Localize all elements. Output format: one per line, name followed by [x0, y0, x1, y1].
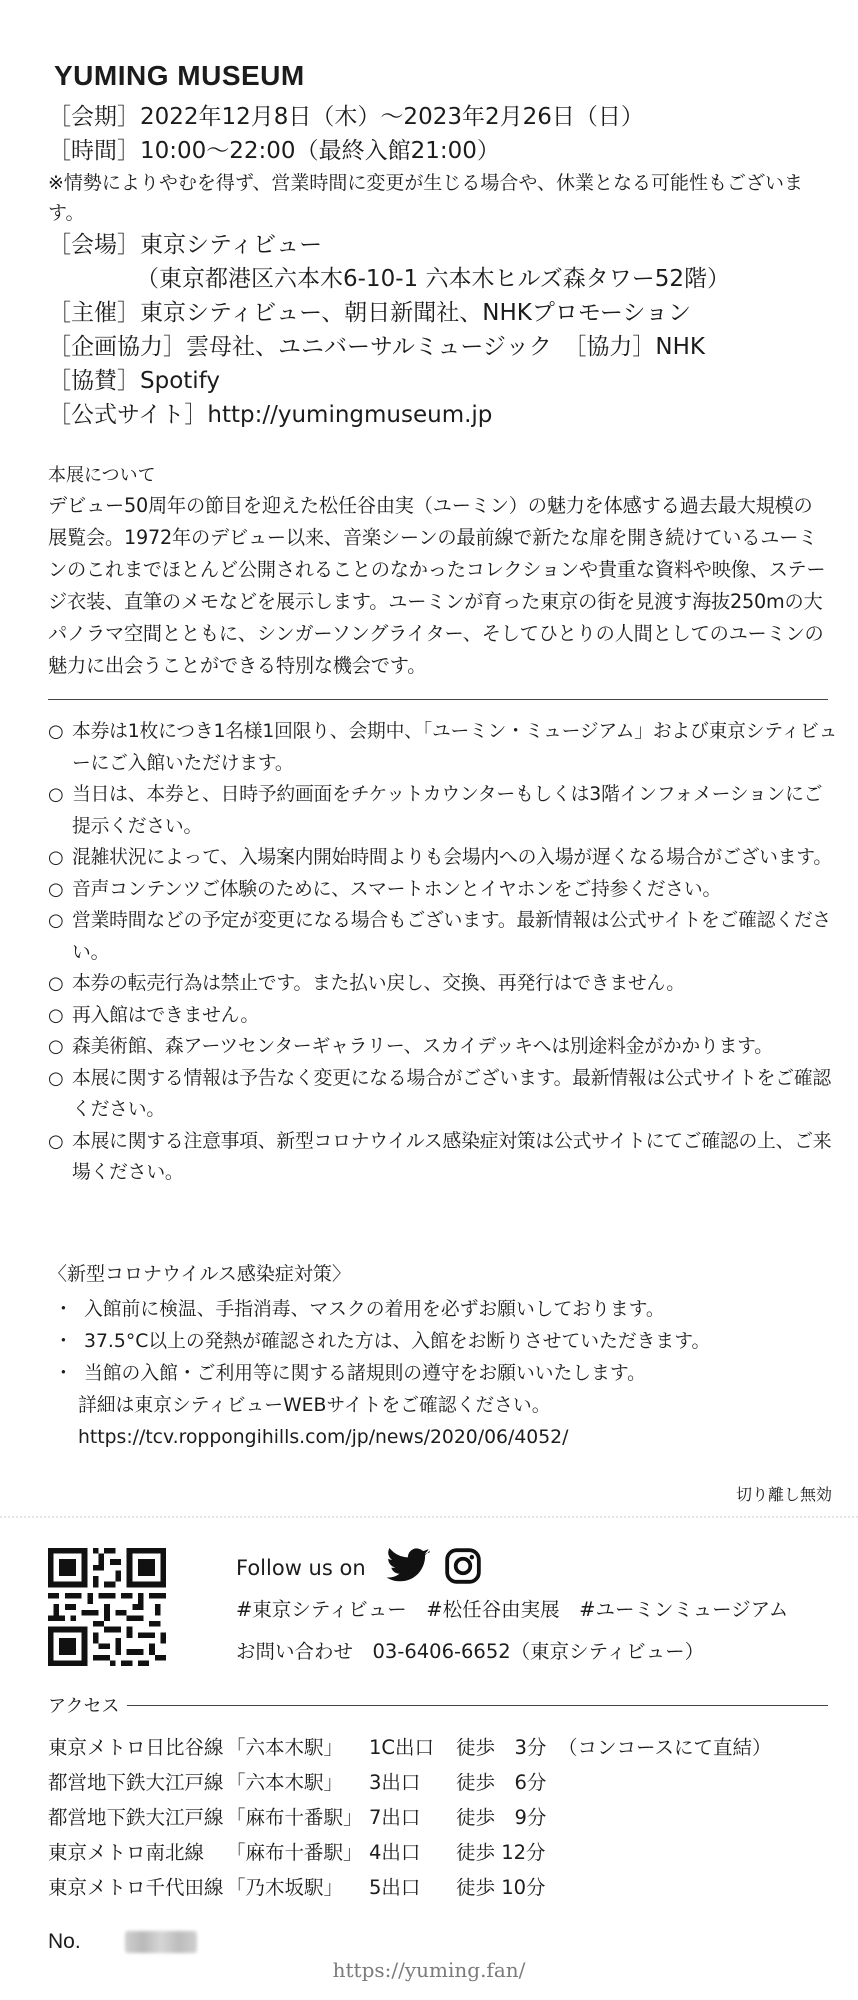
hours-note: ※情勢によりやむを得ず、営業時間に変更が生じる場合や、休業となる可能性もございます。	[48, 172, 804, 224]
note-item: ○ 本券は1枚につき1名様1回限り、会期中、「ユーミン・ミュージアム」および東京シティビューにご入館いただけます。	[48, 716, 838, 779]
divider	[48, 699, 828, 700]
planning-cooperation: ［企画協力］雲母社、ユニバーサルミュージック ［協力］NHK	[48, 334, 706, 360]
covid-measures	[48, 1258, 828, 1454]
circle-bullet: ○	[48, 878, 64, 900]
period: ［会期］2022年12月8日（木）〜2023年2月26日（日）	[48, 104, 644, 130]
social-block	[236, 1546, 788, 1670]
access-row: 東京メトロ南北線 「麻布十番駅」 4出口 徒歩 12分	[48, 1841, 546, 1864]
note-item: ○ 当日は、本券と、日時予約画面をチケットカウンターもしくは3階インフォメーションにご提示ください。	[48, 779, 838, 842]
contact-info: お問い合わせ 03-6406-6652（東京シティビュー）	[236, 1640, 705, 1663]
serial-label: No.	[48, 1930, 81, 1953]
note-item: ○ 本展に関する情報は予告なく変更になる場合がございます。最新情報は公式サイトをご確認ください。	[48, 1063, 838, 1126]
dot-bullet: ・	[54, 1363, 73, 1384]
official-site: ［公式サイト］http://yumingmuseum.jp	[48, 402, 493, 428]
organizer: ［主催］東京シティビュー、朝日新聞社、NHKプロモーション	[48, 300, 691, 326]
covid-item: ・ 37.5°C以上の発熱が確認された方は、入館をお断りさせていただきます。	[48, 1326, 828, 1358]
twitter-icon[interactable]	[386, 1548, 430, 1589]
access-row: 都営地下鉄大江戸線 「六本木駅」 3出口 徒歩 6分	[48, 1771, 547, 1794]
perforation-line	[0, 1516, 858, 1518]
instagram-icon[interactable]	[444, 1547, 482, 1590]
access-heading-rule	[127, 1705, 828, 1706]
circle-bullet: ○	[48, 1067, 64, 1089]
note-item: ○ 森美術館、森アーツセンターギャラリー、スカイデッキへは別途料金がかかります。	[48, 1031, 838, 1063]
watermark: https://yuming.fan/	[332, 1958, 526, 1982]
note-item: ○ 再入館はできません。	[48, 1000, 838, 1032]
circle-bullet: ○	[48, 1036, 64, 1057]
about-body: デビュー50周年の節目を迎えた松任谷由実（ユーミン）の魅力を体感する過去最大規模の展覧会。1972年のデビュー以来、音楽シーンの最前線で新たな扉を開き続けているユーミンのこれまでほとんど公開されることのなかったコレクションや貴重な資料や映像、ステージ衣装、直筆のメモなどを展示します。ユーミンが育った東京の街を見渡す海抜250mの大パノラマ空間とともに、シンガーソングライター、そしてひとりの人間としてのユーミンの魅力に出会うことができる特別な機会です。	[48, 494, 826, 677]
note-item: ○ 本展に関する注意事項、新型コロナウイルス感染症対策は公式サイトにてご確認の上、ご来場ください。	[48, 1126, 838, 1189]
access-row: 都営地下鉄大江戸線 「麻布十番駅」 7出口 徒歩 9分	[48, 1806, 547, 1829]
ticket-notes	[48, 716, 838, 1189]
hours: ［時間］10:00〜22:00（最終入館21:00）	[48, 138, 500, 164]
note-item: ○ 混雑状況によって、入場案内開始時間よりも会場内への入場が遅くなる場合がございます。	[48, 842, 838, 874]
circle-bullet: ○	[48, 847, 64, 868]
covid-item: ・ 当館の入館・ご利用等に関する諸規則の遵守をお願いいたします。	[48, 1358, 828, 1390]
note-item: ○ 本券の転売行為は禁止です。また払い戻し、交換、再発行はできません。	[48, 968, 838, 1000]
museum-title: YUMING MUSEUM	[54, 60, 305, 91]
access-heading: アクセス	[48, 1692, 828, 1718]
note-item: ○ 営業時間などの予定が変更になる場合もございます。最新情報は公式サイトをご確認ください。	[48, 905, 838, 968]
covid-item: ・ 入館前に検温、手指消毒、マスクの着用を必ずお願いしております。	[48, 1294, 828, 1326]
sponsor: ［協賛］Spotify	[48, 368, 220, 394]
serial-redacted	[125, 1931, 197, 1953]
qr-code	[48, 1548, 166, 1666]
access-row: 東京メトロ日比谷線 「六本木駅」 1C出口 徒歩 3分 （コンコースにて直結）	[48, 1736, 772, 1759]
covid-heading: 〈新型コロナウイルス感染症対策〉	[48, 1263, 351, 1285]
follow-label: Follow us on	[236, 1556, 366, 1580]
circle-bullet: ○	[48, 973, 64, 994]
circle-bullet: ○	[48, 910, 64, 931]
covid-detail: 詳細は東京シティビューWEBサイトをご確認ください。	[78, 1395, 551, 1416]
note-item: ○ 音声コンテンツご体験のために、スマートホンとイヤホンをご持参ください。	[48, 874, 838, 906]
circle-bullet: ○	[48, 1004, 64, 1026]
circle-bullet: ○	[48, 1130, 64, 1152]
access-list	[48, 1730, 838, 1905]
access-row: 東京メトロ千代田線 「乃木坂駅」 5出口 徒歩 10分	[48, 1876, 546, 1899]
venue-address: （東京都港区六本木6-10-1 六本木ヒルズ森タワー52階）	[136, 266, 731, 292]
about-heading: 本展について	[48, 465, 156, 486]
serial-number	[48, 1930, 197, 1954]
dot-bullet: ・	[54, 1299, 73, 1320]
tear-off-void-note: 切り離し無効	[735, 1485, 832, 1504]
covid-url[interactable]: https://tcv.roppongihills.com/jp/news/2020/06/4052/	[78, 1427, 569, 1448]
circle-bullet: ○	[48, 721, 64, 742]
event-info	[48, 60, 828, 682]
dot-bullet: ・	[54, 1331, 73, 1352]
circle-bullet: ○	[48, 784, 64, 805]
hashtags: #東京シティビュー #松任谷由実展 #ユーミンミュージアム	[236, 1598, 789, 1621]
venue: ［会場］東京シティビュー	[48, 232, 323, 258]
